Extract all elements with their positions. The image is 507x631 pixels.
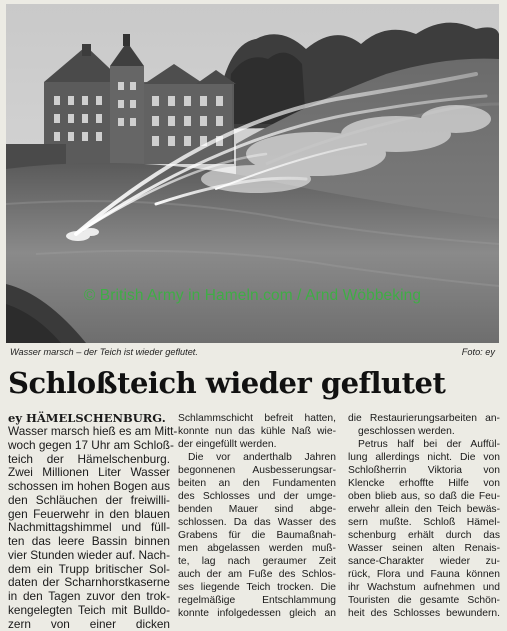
article-line: teich der Hämelschenburg. [8,453,170,467]
article-line: erwehr allein den Teich bewäs- [348,503,500,516]
article-line: zern von einer dicken [8,618,170,631]
article-line: rück, Flora und Fauna können [348,568,500,581]
article-line: ihr Wachstum aufnehmen und [348,581,500,594]
article-line: benden Mauer sind abge- [178,503,336,516]
article-line: in den Tagen zuvor den trok- [8,590,170,604]
article-line: ten das leere Bassin binnen [8,535,170,549]
article-line: ses liegende Teich trocken. Die [178,581,336,594]
article-line: schlossen. Da das Wasser des [178,516,336,529]
article-line: beiten an den Fundamenten [178,477,336,490]
article-line: ey HÄMELSCHENBURG. [8,412,170,425]
article-line: vier Stunden wieder auf. Nach- [8,549,170,563]
article-line: Nachmittagshimmel und füll- [8,521,170,535]
article-line: Schlammschicht befreit hatten, [178,412,336,425]
article-line: Grabens für die Baumaßnah- [178,529,336,542]
article-line: geschlossen werden. [348,425,500,438]
article-line: Petrus half bei der Auffül- [348,438,500,451]
article-line: regelmäßige Entschlammung [178,594,336,607]
article-line: Wasser seinen alten Renais- [348,542,500,555]
article-line: konnte infolgedessen gleich an [178,607,336,620]
article-column-1 [8,412,170,600]
article-line: schenburg erhält durch das [348,529,500,542]
photo-caption: Wasser marsch – der Teich ist wieder geflutet. [10,347,198,357]
article-line: begonnenen Ausbesserungsar- [178,464,336,477]
article-line: schossen im hohen Bogen aus [8,480,170,494]
article-line: der eingefüllt werden. [178,438,336,451]
article-line: oben blieb aus, so daß die Feu- [348,490,500,503]
article-line: die Restaurierungsarbeiten an- [348,412,500,425]
article-line: kengelegten Teich mit Bulldo- [8,604,170,618]
article-column-3 [348,412,500,600]
article-line: lung allerdings nicht. Die von [348,451,500,464]
article-line: auch der am Fuße des Schlos- [178,568,336,581]
photo-watermark: © British Army in Hameln.com / Arnd Wöbbeking [6,287,499,305]
article-line: Klencke erhoffte Hilfe von [348,477,500,490]
news-photo [6,4,499,343]
article-line: Schloßherrin Viktoria von [348,464,500,477]
article-line: men abgelassen werden muß- [178,542,336,555]
article-headline: Schloßteich wieder geflutet [8,365,503,401]
article-line: Zwei Millionen Liter Wasser [8,466,170,480]
photo-credit: Foto: ey [462,347,495,357]
article-line: heit des Schlosses bewundern. [348,607,500,620]
article-line: daten der Scharnhorstkaserne [8,576,170,590]
article-line: te, lag nach geraumer Zeit [178,555,336,568]
article-line: sance-Charakter wieder zu- [348,555,500,568]
article-line: woch gegen 17 Uhr am Schloß- [8,439,170,453]
article-line: konnte nun das kühle Naß wie- [178,425,336,438]
article-line: Die vor anderthalb Jahren [178,451,336,464]
article-line: sern mußte. Schloß Hämel- [348,516,500,529]
article-line: Touristen die gesamte Schön- [348,594,500,607]
article-line: gen Feuerwehr in den blauen [8,508,170,522]
article-line: Wasser marsch hieß es am Mitt- [8,425,170,439]
article-line: dem ein Trupp britischer Sol- [8,563,170,577]
article-line: den Schläuchen der freiwilli- [8,494,170,508]
article-column-2 [178,412,336,600]
article-line: des Schlosses und der umge- [178,490,336,503]
